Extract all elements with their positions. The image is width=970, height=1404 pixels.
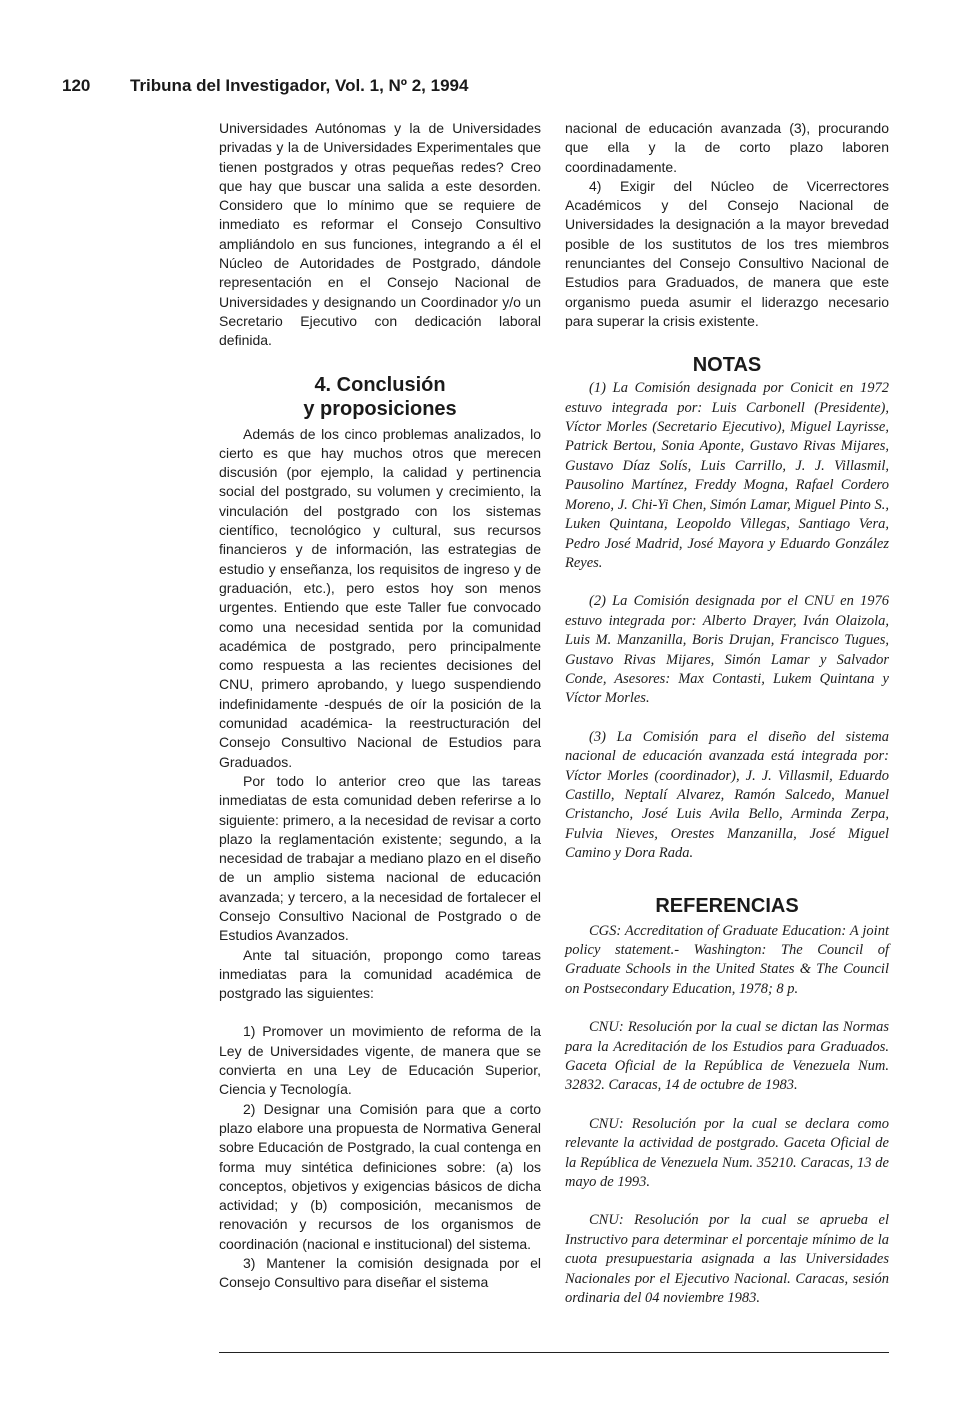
journal-title: Tribuna del Investigador, Vol. 1, Nº 2, 1994 — [130, 76, 469, 95]
conclusion-paragraph-2: Por todo lo anterior creo que las tareas inmediatas de esta comunidad deben referirse a lo siguiente: primero, a la necesidad de revisar a corto plazo la reglamentación existente; segundo, a la necesidad de trabajar a mediano plazo en el diseño de un amplio sistema nacional de educación avanzada; y tercero, a la necesidad de fortalecer el Consejo Consultivo Nacional de Postgrado o de Estudios Avanzados. — [219, 772, 541, 944]
note-2: (2) La Comisión designada por el CNU en 1976 estuvo integrada por: Alberto Drayer, Iván Olaizola, Luis M. Manzanilla, Boris Drujan, Francisco Tugues, Gustavo Rivas Mijares, Simón Lamar y Salvador Conde, Asesores: Max Contasti, Lukem Quintana y Víctor Morles. — [565, 593, 889, 707]
conclusion-paragraph-1: Además de los cinco problemas analizados, lo cierto es que hay muchos otros que merecen discusión (por ejemplo, la calidad y pertinencia social del postgrado, su volumen y crecimiento, la vinculación del postgrado con los sistemas científico, tecnológico y cultural, sus recursos financieros y de información, las estrategias de estudio y enseñanza, los requisitos de ingreso y de graduación, etc.), pero estos hoy son menos urgentes. Entiendo que este Taller fue convocado como una necesidad sentida por la comunidad académica de postgrado, pero principalmente como respuesta a las recientes decisiones del CNU, primero aprobando, y luego suspendiendo indefinidamente -después de oír la posición de la comunidad académica- la reestructuración del Consejo Consultivo Nacional de Estudios para Graduados. — [219, 425, 541, 770]
section-heading-conclusion — [219, 373, 541, 421]
page-number: 120 — [62, 76, 91, 95]
reference-4: CNU: Resolución por la cual se aprueba el Instructivo para determinar el porcentaje mínimo de la cuota presupuestaria asignada a las Universidades Nacionales por el Ejecutivo Nacional. Caracas, sesión ordinaria del 04 noviembre 1983. — [565, 1212, 889, 1307]
references-heading: REFERENCIAS — [655, 894, 799, 917]
section-title-line2: y proposiciones — [303, 397, 457, 420]
section-title-line1: 4. Conclusión — [314, 373, 446, 396]
right-column — [565, 119, 889, 1309]
intro-paragraph: Universidades Autónomas y la de Universidades privadas y la de Universidades Experimentales que tienen postgrados y otras pequeñas redes? Creo que hay que buscar una salida a este desorden. Considero que lo mínimo que se requiere de inmediato es reformar el Consejo Consultivo ampliándolo en sus funciones, integrando a él el Núcleo de Autoridades de Postgrado, dándole representación en el Consejo Nacional de Universidades y designando un Coordinador y/o un Secretario Ejecutivo con dedicación laboral definida. — [219, 120, 541, 349]
proposal-item-2: 2) Designar una Comisión para que a corto plazo elabore una propuesta de Normativa General sobre Educación de Postgrado, la cual contenga en forma muy sintética definiciones sobre: (a) los conceptos, objetivos y exigencias básicos de dicha actividad; y (b) composición, mecanismos de renovación y recursos de los organismos de coordinación (nacional e institucional) del sistema. — [219, 1100, 541, 1252]
proposal-item-3: 3) Mantener la comisión designada por el Consejo Consultivo para diseñar el sistema — [219, 1255, 541, 1291]
note-1: (1) La Comisión designada por Conicit en 1972 estuvo integrada por: Luis Carbonell (Presidente), Víctor Morles (Secretario Ejecutivo), Miguel Layrisse, Patrick Bertou, Sonia Aponte, Gustavo Rivas Mijares, Gustavo Díaz Solís, Luis Carrillo, J. J. Villasmil, Pausolino Martínez, Freddy Mogna, Rafael Cordero Moreno, J. Chi-Yi Chen, Simón Lamar, Miguel Pinto S., Luken Quintana, Leopoldo Villegas, Santiago Vera, Pedro José Madrid, José Mayora y Eduardo González Reyes. — [565, 380, 889, 571]
footer-rule — [219, 1352, 889, 1353]
continuation-paragraph: nacional de educación avanzada (3), procurando que ella y la de corto plazo laboren coordinadamente. — [565, 120, 889, 175]
proposal-item-1: 1) Promover un movimiento de reforma de la Ley de Universidades vigente, de manera que se convierta en una Ley de Educación Superior, Ciencia y Tecnología. — [219, 1023, 541, 1098]
proposal-item-4: 4) Exigir del Núcleo de Vicerrectores Académicos y del Consejo Nacional de Universidades la designación a la mayor brevedad posible de los sustitutos de los tres miembros renunciantes del Consejo Consultivo Nacional de Estudios para Graduados, de manera que este organismo pueda asumir el liderazgo necesario para superar la crisis existente. — [565, 177, 889, 329]
conclusion-paragraph-3: Ante tal situación, propongo como tareas inmediatas para la comunidad académica de postgrado las siguientes: — [219, 946, 541, 1002]
left-column — [219, 119, 541, 1293]
reference-2: CNU: Resolución por la cual se dictan las Normas para la Acreditación de los Estudios para Graduados. Gaceta Oficial de la República de Venezuela Num. 32832. Caracas, 14 de octubre de 1983. — [565, 1019, 889, 1094]
running-head — [62, 76, 902, 100]
note-3: (3) La Comisión para el diseño del sistema nacional de educación avanzada está integrada por: Víctor Morles (coordinador), J. J. Villasmil, Eduardo Castillo, Neptalí Alvarez, Ramón Salcedo, Manuel Cristancho, José Luis Avila Bello, Arminda Zerpa, Fulvia Nieves, Orestes Manzanilla, José Miguel Camino y Dora Rada. — [565, 728, 889, 862]
reference-3: CNU: Resolución por la cual se declara como relevante la actividad de postgrado. Gaceta Oficial de la República de Venezuela Num. 35210. Caracas, 13 de mayo de 1993. — [565, 1115, 889, 1191]
notes-heading: NOTAS — [692, 354, 762, 377]
reference-1: CGS: Accreditation of Graduate Education: A joint policy statement.- Washington: The Council of Graduate Schools in the United States & The Council on Postsecondary Education, 1978; 8 p. — [565, 922, 889, 997]
